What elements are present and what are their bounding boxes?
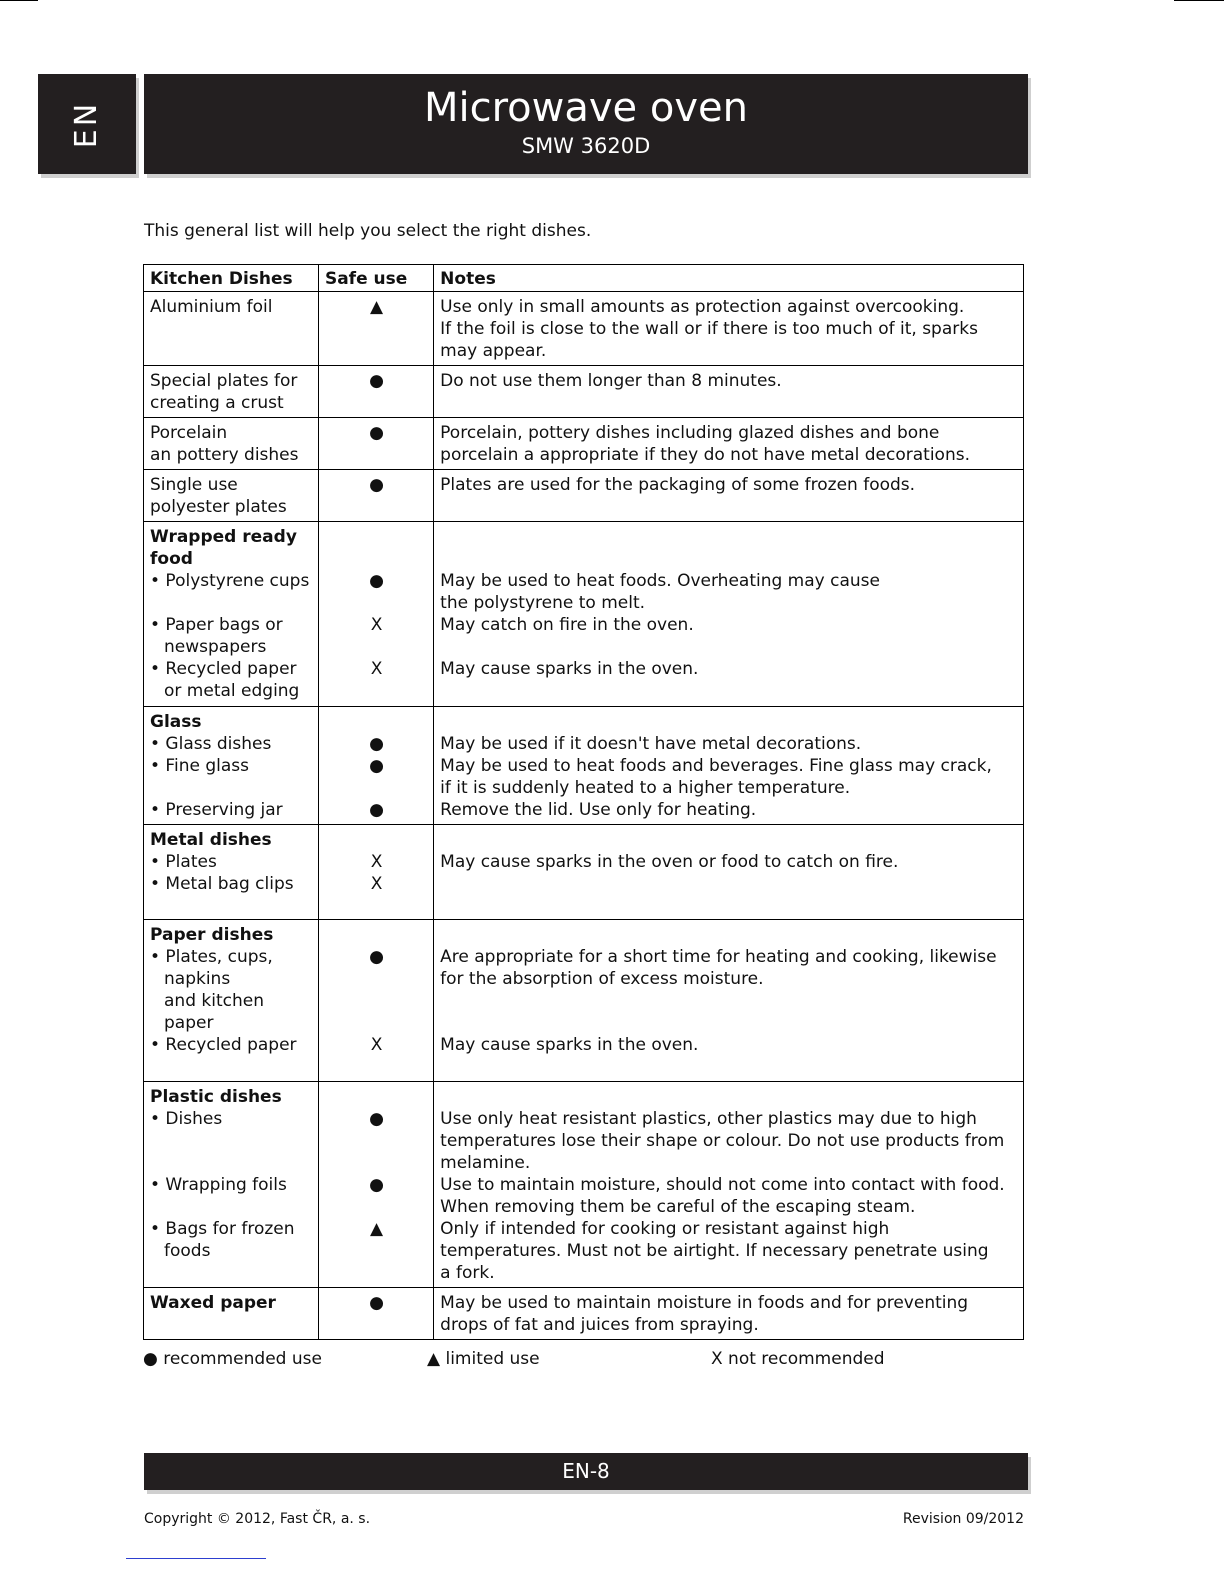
safe-use-symbol: X: [370, 615, 383, 635]
dish-item: • Plates, cups,: [150, 947, 273, 967]
note-line: temperatures. Must not be airtight. If necessary penetrate using: [440, 1241, 989, 1261]
table-row: [144, 920, 1024, 1082]
note-line: May be used if it doesn't have metal decorations.: [440, 734, 862, 754]
language-tab: [38, 74, 136, 174]
dish-name: an pottery dishes: [150, 445, 299, 465]
page-number: EN-8: [562, 1459, 610, 1483]
note-line: Porcelain, pottery dishes including glazed dishes and bone: [440, 423, 940, 443]
category-title: Plastic dishes: [150, 1087, 282, 1107]
model-number: SMW 3620D: [521, 134, 651, 158]
table-row: [144, 418, 1024, 470]
table-row: [144, 292, 1024, 366]
safe-use-symbol: ●: [369, 734, 384, 754]
dish-item: paper: [164, 1013, 214, 1033]
copyright: Copyright © 2012, Fast ČR, a. s.: [144, 1511, 371, 1527]
safe-use-symbol: X: [370, 852, 383, 872]
safe-use-symbol: ●: [369, 1109, 384, 1129]
dish-name: polyester plates: [150, 497, 287, 517]
dish-item: • Polystyrene cups: [150, 571, 310, 591]
note-line: Use only heat resistant plastics, other plastics may due to high: [440, 1109, 977, 1129]
note-line: May cause sparks in the oven.: [440, 659, 699, 679]
safe-use-symbol: ●: [369, 475, 384, 495]
safe-use-symbol: X: [370, 874, 383, 894]
crop-mark-left: [0, 0, 38, 1]
note-line: drops of fat and juices from spraying.: [440, 1315, 759, 1335]
safe-use-symbol: ●: [369, 371, 384, 391]
dish-item: • Glass dishes: [150, 734, 272, 754]
page-title: Microwave oven: [424, 85, 748, 131]
note-line: Use to maintain moisture, should not come into contact with food.: [440, 1175, 1005, 1195]
safe-use-symbol: ▲: [370, 297, 384, 317]
column-header: Kitchen Dishes: [144, 265, 319, 292]
table-row: [144, 470, 1024, 522]
table-header-row: [144, 265, 1024, 292]
note-line: May catch on fire in the oven.: [440, 615, 694, 635]
column-header: Safe use: [318, 265, 433, 292]
table-row: [144, 825, 1024, 920]
note-line: Use only in small amounts as protection against overcooking.: [440, 297, 965, 317]
note-line: if it is suddenly heated to a higher temperature.: [440, 778, 851, 798]
safe-use-symbol: X: [370, 659, 383, 679]
dish-name: Porcelain: [150, 423, 228, 443]
dish-item: and kitchen: [164, 991, 264, 1011]
table-row: [144, 1082, 1024, 1288]
safe-use-symbol: ▲: [370, 1219, 384, 1239]
note-line: porcelain a appropriate if they do not have metal decorations.: [440, 445, 970, 465]
dish-item: • Dishes: [150, 1109, 223, 1129]
dish-item: or metal edging: [164, 681, 300, 701]
intro-text: This general list will help you select the right dishes.: [144, 221, 592, 241]
dish-item: • Preserving jar: [150, 800, 283, 820]
note-line: May be used to heat foods and beverages. Fine glass may crack,: [440, 756, 992, 776]
safe-use-symbol: X: [370, 1035, 383, 1055]
note-line: may appear.: [440, 341, 547, 361]
note-line: for the absorption of excess moisture.: [440, 969, 764, 989]
revision: Revision 09/2012: [902, 1511, 1024, 1527]
safe-use-symbol: ●: [369, 947, 384, 967]
note-line: May be used to heat foods. Overheating may cause: [440, 571, 880, 591]
note-line: May cause sparks in the oven.: [440, 1035, 699, 1055]
dish-name: Aluminium foil: [150, 297, 273, 317]
note-line: melamine.: [440, 1153, 531, 1173]
safe-use-symbol: ●: [369, 571, 384, 591]
legend-not-recommended: X not recommended: [711, 1349, 885, 1369]
category-title: Glass: [150, 712, 202, 732]
dishes-table: [143, 264, 1024, 1340]
dish-item: • Plates: [150, 852, 217, 872]
table-row: [144, 707, 1024, 825]
note-line: Are appropriate for a short time for heating and cooking, likewise: [440, 947, 997, 967]
category-title: Wrapped ready: [150, 527, 297, 547]
note-line: May cause sparks in the oven or food to catch on fire.: [440, 852, 899, 872]
safe-use-symbol: ●: [369, 800, 384, 820]
dish-item: • Paper bags or: [150, 615, 283, 635]
dish-item: • Metal bag clips: [150, 874, 294, 894]
title-bar: [144, 74, 1028, 174]
legend-limited: ▲ limited use: [427, 1349, 540, 1369]
note-line: Only if intended for cooking or resistant against high: [440, 1219, 890, 1239]
note-line: a fork.: [440, 1263, 495, 1283]
footer-bar: [144, 1453, 1028, 1490]
table-row: [144, 522, 1024, 707]
crop-mark-right: [1174, 0, 1224, 1]
dish-item: • Fine glass: [150, 756, 249, 776]
category-title: Paper dishes: [150, 925, 274, 945]
divider: [126, 1558, 266, 1559]
safe-use-symbol: ●: [369, 423, 384, 443]
dish-item: napkins: [164, 969, 231, 989]
note-line: Remove the lid. Use only for heating.: [440, 800, 757, 820]
safe-use-symbol: ●: [369, 1293, 384, 1313]
table-row: [144, 1288, 1024, 1340]
note-line: If the foil is close to the wall or if there is too much of it, sparks: [440, 319, 978, 339]
note-line: Do not use them longer than 8 minutes.: [440, 371, 782, 391]
category-title: Metal dishes: [150, 830, 272, 850]
table-row: [144, 366, 1024, 418]
dish-name: Single use: [150, 475, 238, 495]
dish-name: Special plates for: [150, 371, 298, 391]
dish-name: creating a crust: [150, 393, 284, 413]
note-line: May be used to maintain moisture in foods and for preventing: [440, 1293, 969, 1313]
safe-use-symbol: ●: [369, 1175, 384, 1195]
category-title: food: [150, 549, 193, 569]
dish-item: • Wrapping foils: [150, 1175, 287, 1195]
dish-item: • Recycled paper: [150, 659, 297, 679]
note-line: temperatures lose their shape or colour. Do not use products from: [440, 1131, 1005, 1151]
language-label: EN: [69, 100, 105, 148]
column-header: Notes: [434, 265, 1024, 292]
note-line: the polystyrene to melt.: [440, 593, 646, 613]
legend-recommended: ● recommended use: [143, 1349, 322, 1369]
note-line: When removing them be careful of the escaping steam.: [440, 1197, 916, 1217]
dish-item: foods: [164, 1241, 211, 1261]
category-title: Waxed paper: [150, 1293, 276, 1313]
dish-item: • Recycled paper: [150, 1035, 297, 1055]
dish-item: newspapers: [164, 637, 267, 657]
note-line: Plates are used for the packaging of some frozen foods.: [440, 475, 916, 495]
safe-use-symbol: ●: [369, 756, 384, 776]
dish-item: • Bags for frozen: [150, 1219, 295, 1239]
